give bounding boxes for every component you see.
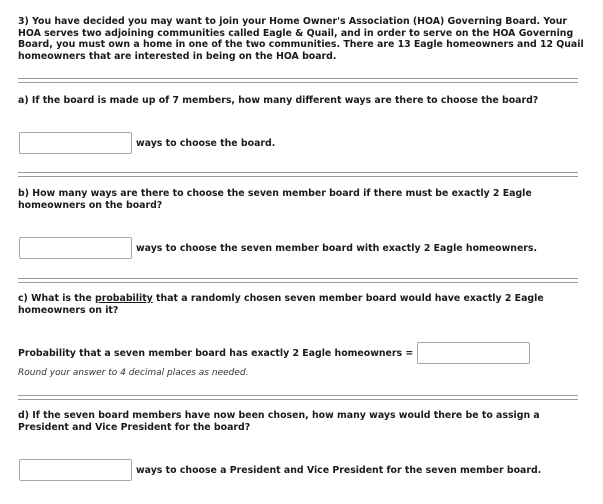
part-c-question-prefix: c) What is the <box>18 293 96 304</box>
section-divider <box>18 278 578 283</box>
part-b-answer-input[interactable] <box>19 237 132 259</box>
part-a-question: a) If the board is made up of 7 members, how many different ways are there to choose the board? <box>18 95 539 106</box>
part-b-answer-row <box>19 237 537 259</box>
part-b-answer-label: ways to choose the seven member board with exactly 2 Eagle homeowners. <box>136 242 538 254</box>
part-d-question: d) If the seven board members have now been chosen, how many ways would there be to assign a President and Vice President for the board? <box>18 410 540 433</box>
section-divider <box>18 78 578 83</box>
part-b-question: b) How many ways are there to choose the seven member board if there must be exactly 2 Eagle homeowners on the board? <box>18 188 532 211</box>
part-d-answer-input[interactable] <box>19 459 132 481</box>
part-c-answer-input[interactable] <box>417 342 530 364</box>
section-divider <box>18 172 578 177</box>
part-d-answer-row <box>19 459 541 481</box>
part-d-answer-label: ways to choose a President and Vice President for the seven member board. <box>136 464 542 476</box>
part-c-answer-label: Probability that a seven member board has exactly 2 Eagle homeowners = <box>18 347 414 359</box>
part-c-question <box>18 293 586 317</box>
part-a-answer-label: ways to choose the board. <box>136 137 276 149</box>
probability-link[interactable]: probability <box>95 293 153 304</box>
problem-intro: 3) You have decided you may want to join your Home Owner's Association (HOA) Governing Board. Your HOA serves two adjoining communities called Eagle & Quail, and in order to serve on the HOA Governing Board, you must own a home in one of the two communities. There are 13 Eagle homeowners and 12 Quail homeowners that are interested in being on the HOA board. <box>18 16 584 62</box>
part-a-answer-input[interactable] <box>19 132 132 154</box>
part-c-question-suffix: that a randomly chosen seven member board would have exactly 2 Eagle homeowners on it? <box>18 293 544 316</box>
part-a-answer-row <box>19 132 275 154</box>
part-c-answer-row <box>18 342 530 364</box>
section-divider <box>18 395 578 400</box>
rounding-hint: Round your answer to 4 decimal places as needed. <box>18 368 249 378</box>
